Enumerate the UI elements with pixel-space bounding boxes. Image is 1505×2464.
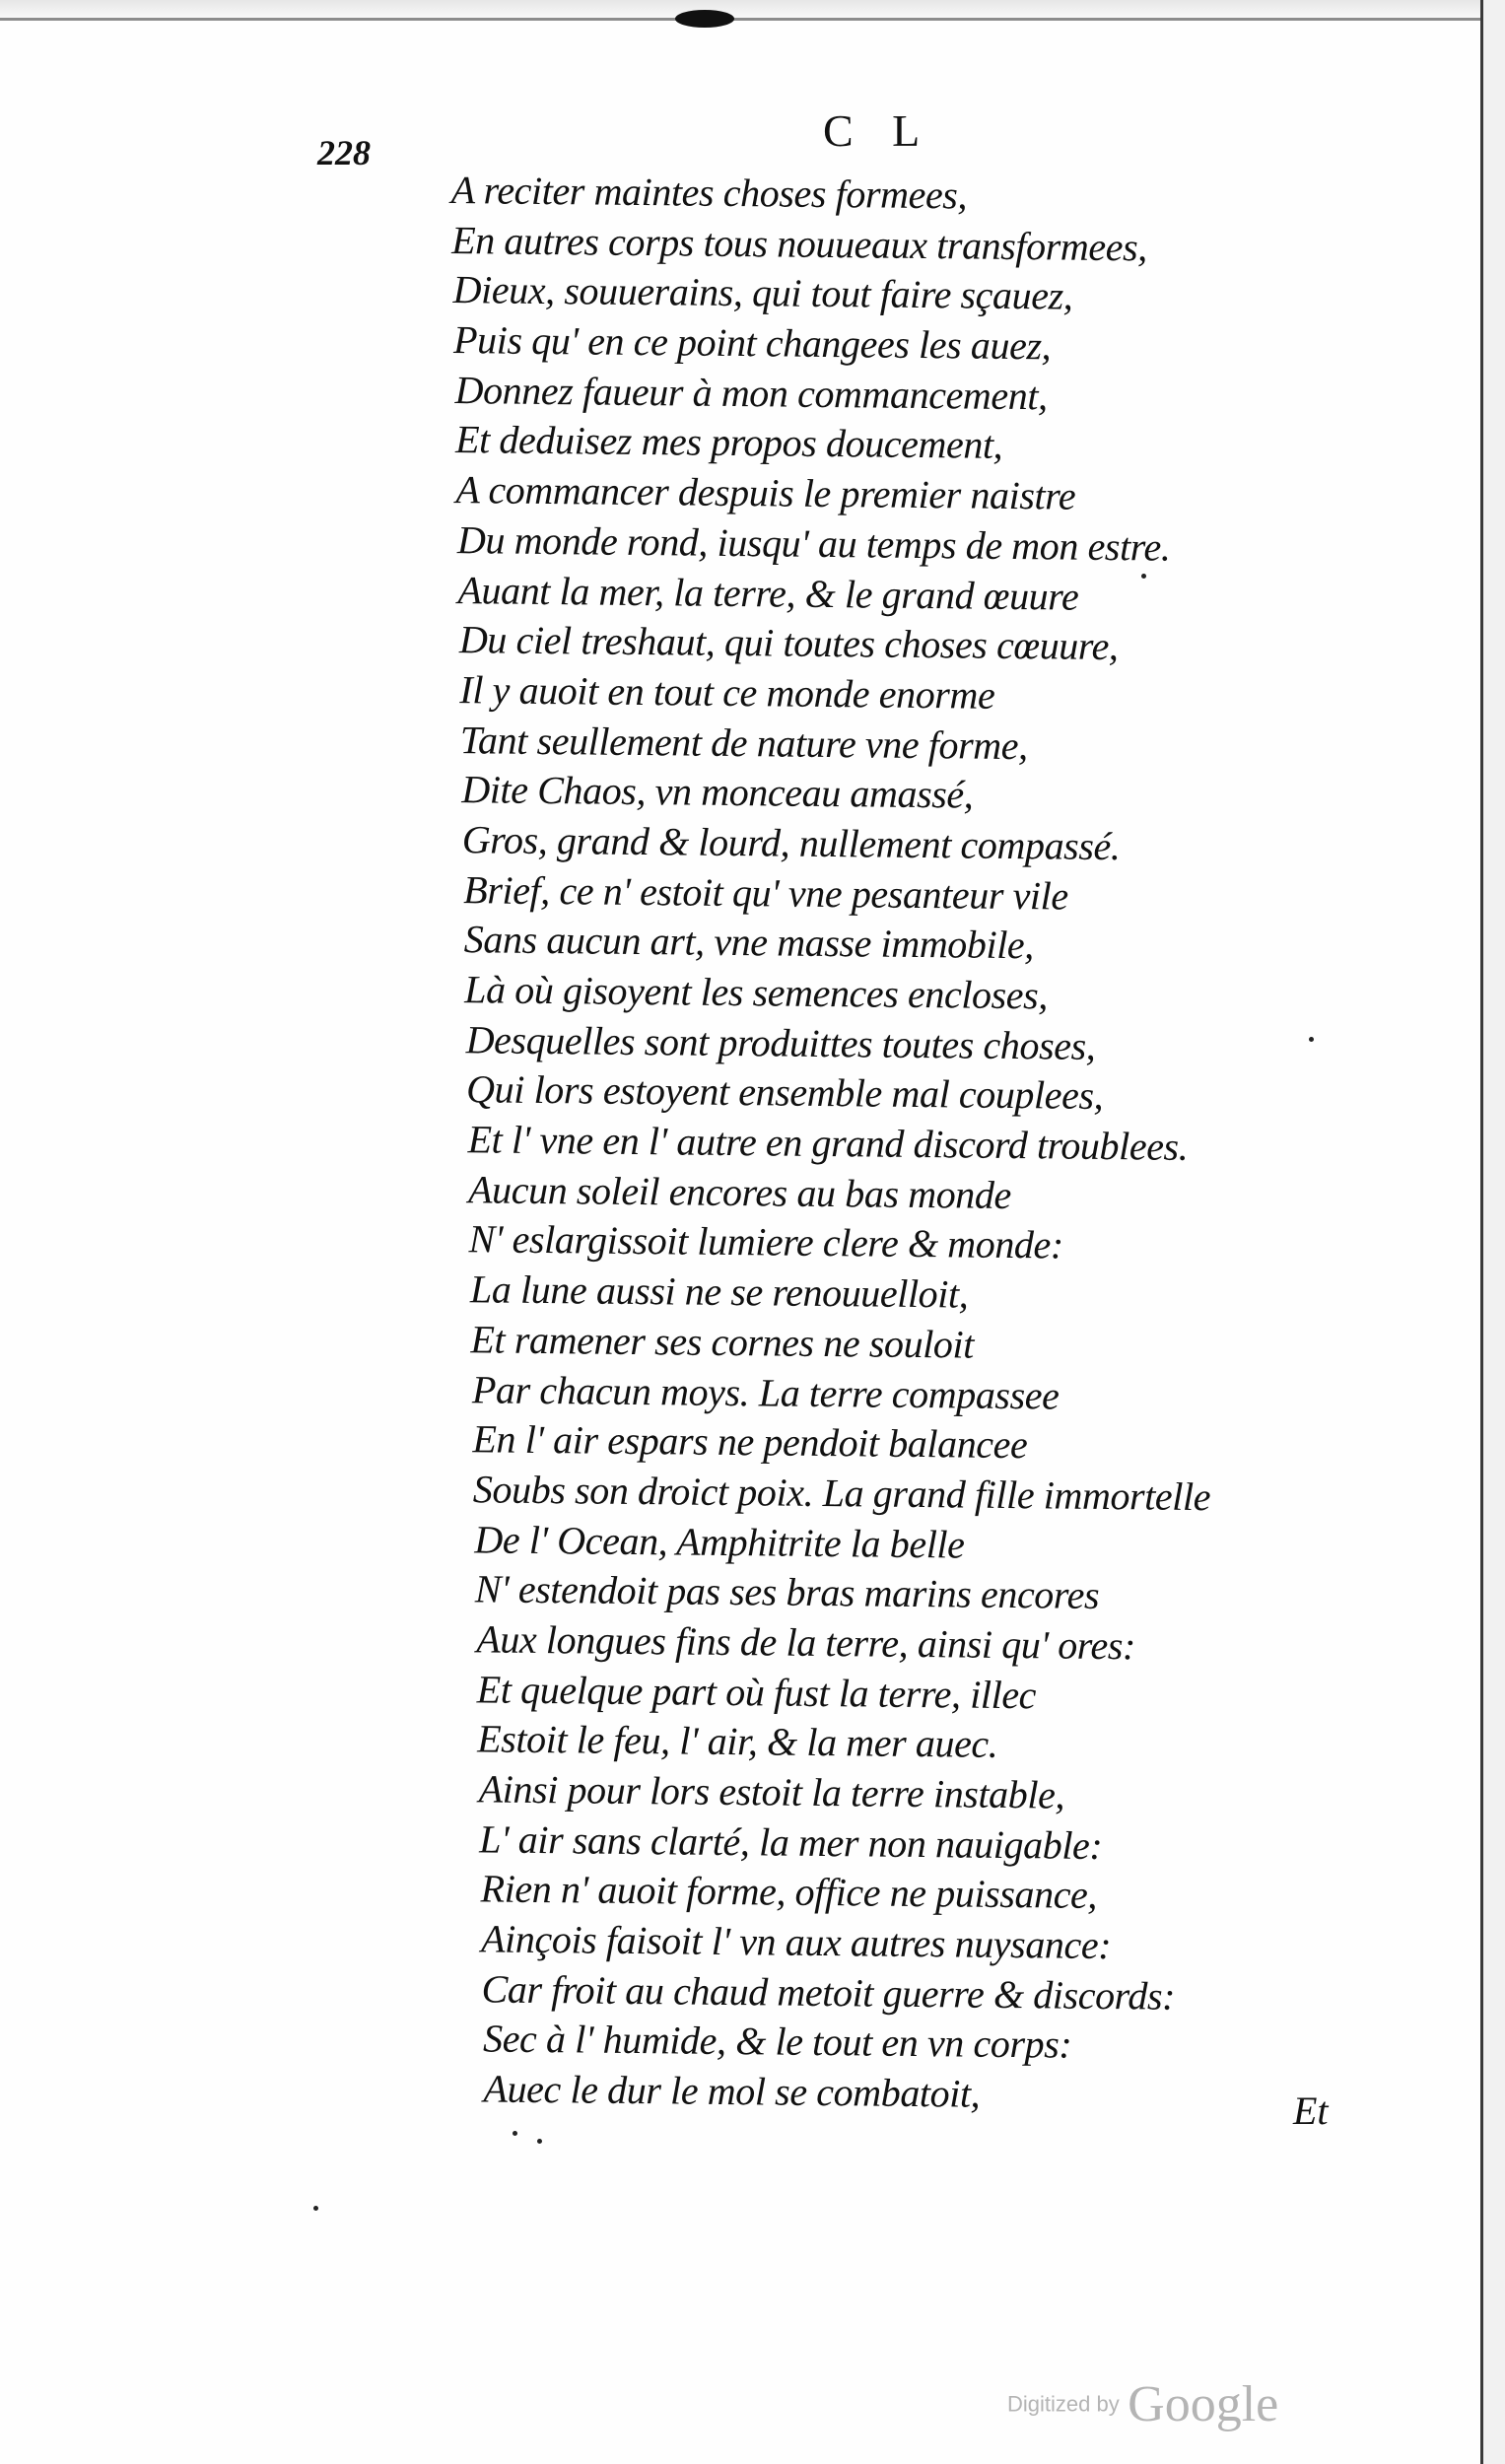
ink-blot: [675, 10, 734, 28]
verse-line: En l' air espars ne pendoit balancee: [472, 1416, 1028, 1468]
catchword: Et: [1293, 2088, 1329, 2133]
verse-line: Et l' vne en l' autre en grand discord troublees.: [467, 1117, 1189, 1169]
verse-line: N' estendoit pas ses bras marins encores: [474, 1566, 1100, 1618]
scan-right-margin: [1483, 0, 1505, 2464]
page-number: 228: [317, 133, 371, 172]
verse-block: [431, 166, 1476, 2125]
verse-line: La lune aussi ne se renouuelloit,: [469, 1266, 969, 1317]
verse-line: Ainsi pour lors estoit la terre instable,: [478, 1766, 1065, 1817]
verse-line: Brief, ce n' estoit qu' vne pesanteur vile: [463, 866, 1068, 919]
verse-line: Rien n' auoit forme, office ne puissance,: [480, 1866, 1098, 1918]
verse-line: Par chacun moys. La terre compassee: [471, 1366, 1060, 1418]
verse-line: Du ciel treshaut, qui toutes choses cœuure,: [458, 617, 1119, 669]
verse-line: En autres corps tous nouueaux transformees,: [450, 217, 1148, 270]
verse-line: Desquelles sont produittes toutes choses,: [465, 1016, 1096, 1068]
verse-line: Gros, grand & lourd, nullement compassé.: [461, 817, 1121, 869]
verse-line: A commancer despuis le premier naistre: [455, 467, 1076, 518]
verse-line: Dite Chaos, vn monceau amassé,: [461, 767, 974, 817]
verse-line: Aucun soleil encores au bas monde: [467, 1166, 1012, 1217]
verse-line: Soubs son droict poix. La grand fille immortelle: [472, 1467, 1211, 1520]
ink-speck: [1141, 574, 1146, 579]
verse-line: Là où gisoyent les semences encloses,: [464, 967, 1049, 1018]
running-head: C L: [823, 105, 934, 156]
verse-line: Donnez faueur à mon commancement,: [454, 367, 1048, 419]
ink-speck: [537, 2139, 542, 2144]
verse-line: Car froit au chaud metoit guerre & discords:: [481, 1966, 1176, 2019]
digitized-watermark: [1007, 2375, 1278, 2433]
verse-line: Qui lors estoyent ensemble mal couplees,: [465, 1066, 1104, 1119]
ink-speck: [1309, 1037, 1314, 1042]
verse-line: Estoit le feu, l' air, & la mer auec.: [477, 1716, 998, 1767]
verse-line: A reciter maintes choses formees,: [450, 167, 968, 218]
verse-line: Et deduisez mes propos doucement,: [454, 417, 1003, 468]
verse-line: Et ramener ses cornes ne souloit: [470, 1317, 975, 1367]
ink-speck: [313, 2206, 318, 2211]
scan-edge-rule: [0, 18, 1505, 21]
verse-line: Auec le dur le mol se combatoit,: [483, 2066, 981, 2116]
watermark-prefix: Digitized by: [1007, 2391, 1120, 2417]
verse-line: Aux longues fins de la terre, ainsi qu' ores:: [476, 1616, 1136, 1669]
verse-line: Dieux, souuerains, qui tout faire sçauez,: [452, 267, 1073, 318]
verse-line: Auant la mer, la terre, & le grand œuure: [457, 567, 1079, 619]
verse-line: Tant seullement de nature vne forme,: [459, 717, 1028, 768]
verse-line: Ainçois faisoit l' vn aux autres nuysance:: [480, 1916, 1112, 1968]
verse-line: L' air sans clarté, la mer non nauigable:: [478, 1816, 1103, 1868]
verse-line: De l' Ocean, Amphitrite la belle: [474, 1516, 965, 1567]
verse-line: Sans aucun art, vne masse immobile,: [463, 917, 1035, 968]
google-logo: Google: [1128, 2376, 1279, 2432]
verse-line: Il y auoit en tout ce monde enorme: [459, 666, 995, 718]
verse-line: Sec à l' humide, & le tout en vn corps:: [482, 2016, 1072, 2068]
verse-line: Du monde rond, iusqu' au temps de mon estre.: [456, 516, 1171, 570]
verse-line: Puis qu' en ce point changees les auez,: [452, 317, 1052, 369]
verse-line: Et quelque part où fust la terre, illec: [476, 1666, 1037, 1717]
verse-line: N' eslargissoit lumiere clere & monde:: [468, 1216, 1064, 1267]
ink-speck: [513, 2131, 517, 2136]
